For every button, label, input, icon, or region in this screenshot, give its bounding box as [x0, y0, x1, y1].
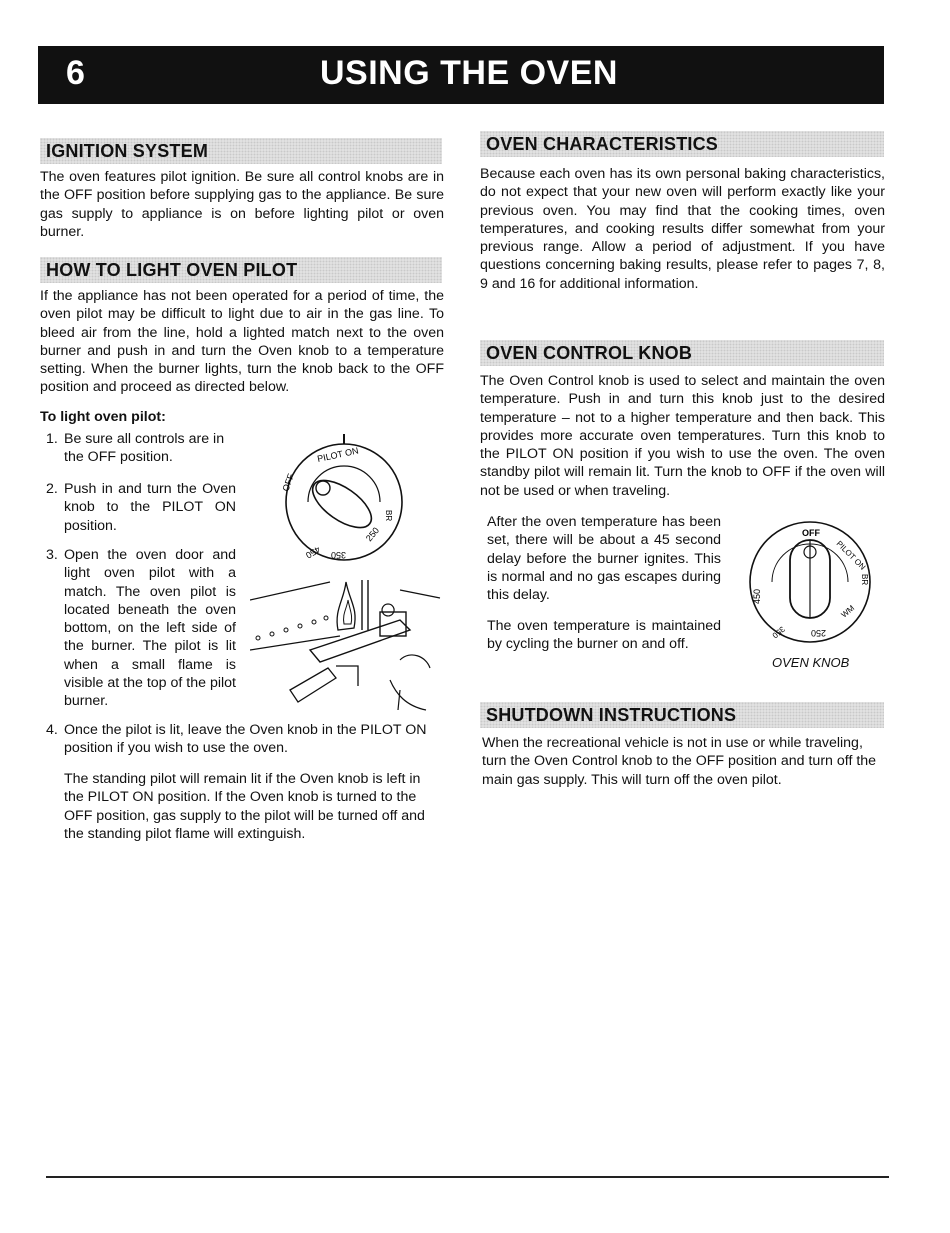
characteristics-heading-bar	[480, 131, 884, 157]
pilot-note: The standing pilot will remain lit if the Oven knob is left in the PILOT ON position. If the Oven knob is turned to the OFF position, gas supply to the pilot will be turned off and the standing pilot flame will extinguish.	[64, 771, 425, 842]
oven-knob-label-off: OFF	[802, 528, 820, 538]
pilot-burner-illustration	[250, 570, 445, 720]
oven-knob-caption: OVEN KNOB	[772, 655, 850, 670]
characteristics-heading: OVEN CHARACTERISTICS	[486, 134, 719, 154]
light-pilot-heading: HOW TO LIGHT OVEN PILOT	[46, 260, 298, 280]
oven-knob-label-450: 450	[752, 588, 762, 604]
delay-text: After the oven temperature has been set, there will be about a 45 second delay before the burner ignites. This is normal and no gas escapes during this delay.	[487, 514, 721, 604]
oven-knob-label-250: 250	[810, 628, 826, 638]
shutdown-heading-bar	[480, 702, 884, 728]
step-text: Once the pilot is lit, leave the Oven knob in the PILOT ON position if you wish to use the oven.	[64, 722, 427, 757]
knob-label-350: 350	[330, 550, 346, 560]
step-number: 3.	[46, 547, 58, 563]
step-text: Be sure all controls are in the OFF position.	[64, 431, 225, 466]
ignition-text: The oven features pilot ignition. Be sure all control knobs are in the OFF position before supplying gas to the appliance. Be sure gas supply to appliance is on before lighting pilot or oven burner.	[40, 169, 444, 240]
light-pilot-heading-bar	[40, 257, 442, 283]
page-header	[38, 46, 884, 104]
cycle-text: The oven temperature is maintained by cycling the burner on and off.	[487, 618, 721, 653]
control-knob-text: The Oven Control knob is used to select and maintain the oven temperature. Push in and turn this knob just to the desired temperature – not to a higher temperature and then back. This provides more accurate oven temperatures. Turn this knob to the PILOT ON position if you wish to use the oven. The oven standby pilot will remain lit. Turn the knob to OFF if the oven will not be used or when traveling.	[480, 373, 885, 499]
knob-label-250: 250	[363, 525, 382, 544]
knob-label-450: 450	[303, 544, 322, 561]
control-knob-heading-bar	[480, 340, 884, 366]
shutdown-heading: SHUTDOWN INSTRUCTIONS	[486, 705, 737, 725]
light-pilot-subheading: To light oven pilot:	[40, 409, 166, 425]
step-4	[46, 721, 446, 761]
step-text: Push in and turn the Oven knob to the PILOT ON position.	[64, 481, 236, 534]
oven-knob-label-350: 350	[770, 624, 787, 640]
light-pilot-text: If the appliance has not been operated for a period of time, the oven pilot may be difficult to light due to air in the gas line. To bleed air from the line, hold a lighted match next to the oven burner and push in and turn the Oven knob to a temperature setting. When the burner lights, turn the knob back to the OFF position and proceed as directed below.	[40, 288, 444, 396]
knob-label-pilot: PILOT ON	[316, 445, 360, 464]
step-text: Open the oven door and light oven pilot with a match. The oven pilot is located beneath the oven bottom, on the left side of the burner. The pilot is lit when a small flame is visible at the top of the pilot burner.	[64, 547, 236, 710]
oven-knob-illustration	[746, 518, 874, 646]
step-number: 2.	[46, 481, 58, 497]
oven-knob-label-pilot: PILOT ON	[834, 539, 868, 572]
step-1	[46, 430, 246, 470]
oven-knob-label-warm: WM	[839, 603, 857, 620]
shutdown-text: When the recreational vehicle is not in use or while traveling, turn the Oven Control knob to the OFF position and turn off the main gas supply. This will turn off the oven pilot.	[482, 735, 877, 788]
step-number: 4.	[46, 722, 58, 738]
step-2	[46, 480, 246, 538]
ignition-heading-bar	[40, 138, 442, 164]
footer-rule	[46, 1176, 889, 1178]
knob-label-off: OFF	[280, 472, 297, 493]
oven-knob-label-broil: BR	[860, 574, 869, 586]
page-number: 6	[66, 54, 85, 92]
page-title: USING THE OVEN	[320, 54, 618, 92]
step-3	[46, 546, 246, 716]
control-knob-heading: OVEN CONTROL KNOB	[486, 343, 693, 363]
ignition-heading: IGNITION SYSTEM	[46, 141, 209, 161]
pilot-knob-illustration	[278, 430, 404, 570]
step-number: 1.	[46, 431, 58, 447]
knob-label-broil: BR	[384, 510, 393, 522]
characteristics-text: Because each oven has its own personal baking characteristics, do not expect that your new oven will perform exactly like your previous oven. You may find that the cooking times, oven temperatures, and cooking results differ somewhat from your previous range. Allow a period of adjustment. If you have questions concerning baking results, please refer to pages 7, 8, 9 and 16 for additional information.	[480, 166, 885, 292]
